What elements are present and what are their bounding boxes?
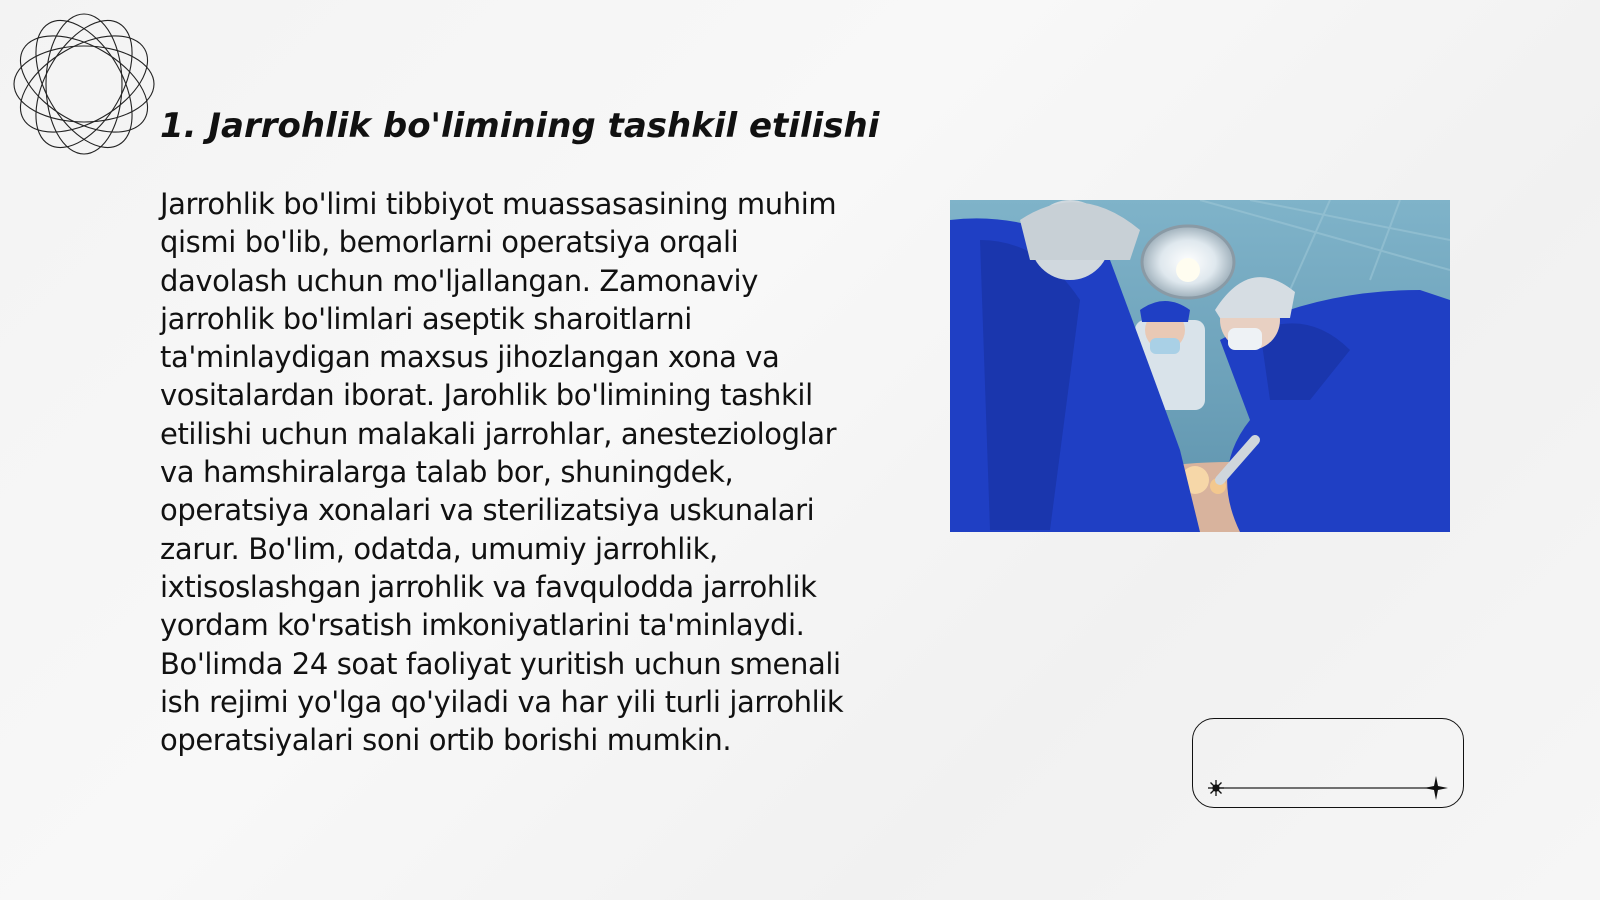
surgery-photo-illustration [950, 200, 1450, 532]
slide-body-text: Jarrohlik bo'limi tibbiyot muassasasining muhim qismi bo'lib, bemorlarni operatsiya orqali davolash uchun mo'ljallangan. Zamonaviy jarrohlik bo'limlari aseptik sharoitlarni ta'minlaydigan maxsus jihozlangan xona va vositalardan iborat. Jarohlik bo'limining tashkil etilishi uchun malakali jarrohlar, anesteziologlar va hamshiralarga talab bor, shuningdek, operatsiya xonalari va sterilizatsiya uskunalari zarur. Bo'lim, odatda, umumiy jarrohlik, ixtisoslashgan jarrohlik va favqulodda jarrohlik yordam ko'rsatish imkoniyatlarini ta'minlaydi. Bo'limda 24 soat faoliyat yuritish uchun smenali ish rejimi yo'lga qo'yiladi va har yili turli jarrohlik operatsiyalari soni ortib borishi mumkin. [160, 187, 844, 758]
decorative-line [1200, 776, 1456, 800]
circular-line-ornament-icon [8, 8, 160, 160]
four-point-star-icon [1424, 776, 1448, 800]
sun-burst-icon [1208, 780, 1224, 796]
surgery-photo [950, 200, 1450, 532]
slide-title: 1. Jarrohlik bo'limining tashkil etilishi [160, 106, 880, 146]
